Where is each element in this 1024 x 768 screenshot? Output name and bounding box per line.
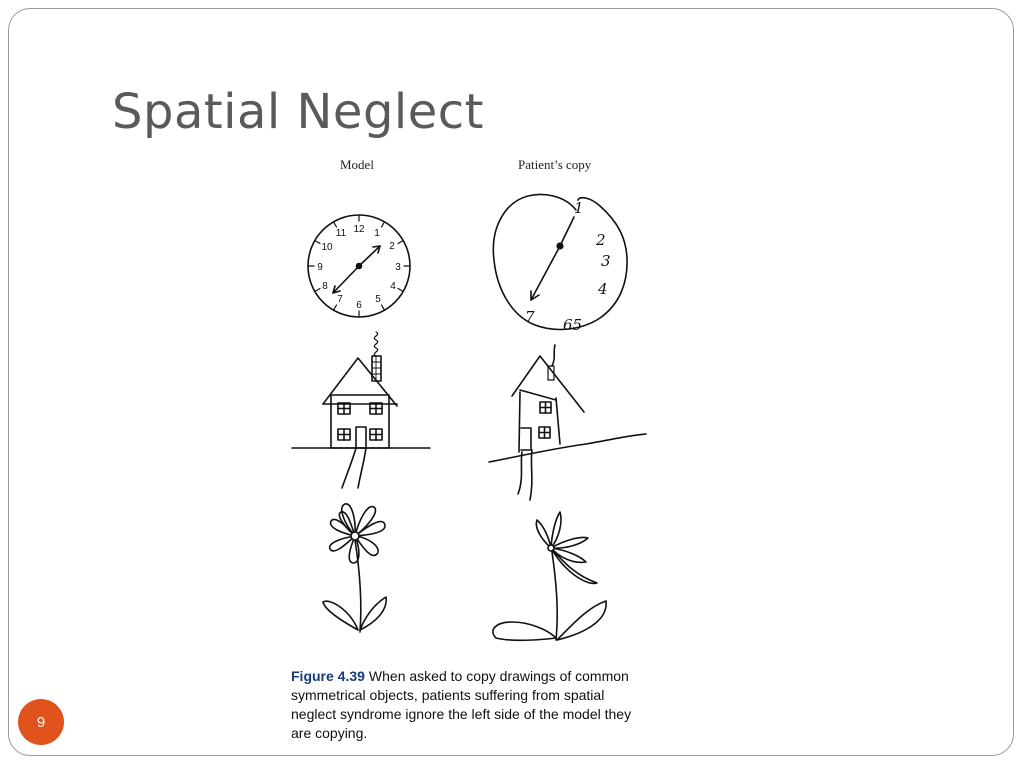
- model-clock-number: 8: [322, 281, 328, 292]
- model-clock-number: 1: [374, 228, 380, 239]
- model-house-smoke: [374, 332, 377, 356]
- model-clock-minute-hand: [333, 266, 359, 293]
- copy-house-smoke: [552, 345, 555, 366]
- copy-house-wall: [519, 392, 560, 452]
- model-clock-number: 5: [375, 294, 381, 305]
- model-label: Model: [340, 157, 374, 172]
- model-house-window: [338, 429, 350, 440]
- copy-clock-hour-hand: [560, 217, 574, 246]
- figure-caption-text: When asked to copy drawings of common symmetrical objects, patients suffering from spatial neglect syndrome ignore the left side of the model they are copying.: [291, 668, 632, 741]
- copy-ground: [489, 434, 646, 462]
- model-house-roof: [323, 358, 397, 406]
- copy-clock-minute-hand: [531, 246, 560, 300]
- copy-house: [489, 345, 646, 500]
- model-clock-number: 2: [389, 241, 395, 252]
- page-number-badge: 9: [18, 699, 64, 745]
- model-clock: [308, 215, 410, 317]
- copy-flower-center: [548, 545, 554, 551]
- copy-clock-number: 7: [525, 308, 535, 326]
- model-house-door: [356, 427, 366, 448]
- copy-clock-center: [557, 243, 563, 249]
- model-clock-hour-hand: [359, 246, 380, 266]
- model-flower: [323, 504, 386, 632]
- slide-title: Spatial Neglect: [112, 84, 484, 140]
- model-clock-number: 4: [390, 281, 396, 292]
- model-flower-leaf: [323, 601, 358, 630]
- figure-caption: [291, 667, 651, 743]
- model-clock-number: 7: [337, 294, 343, 305]
- copy-house-window: [540, 402, 551, 413]
- model-flower-leaf: [360, 597, 386, 630]
- model-clock-number: 10: [321, 242, 333, 253]
- copy-clock-number: 3: [601, 252, 611, 270]
- model-clock-number: 9: [317, 262, 323, 273]
- copy-flower-leaf: [493, 622, 556, 640]
- copy-clock-number: 65: [563, 316, 583, 334]
- model-clock-center: [357, 264, 362, 269]
- copy-path: [518, 450, 532, 500]
- copy-flower: [493, 512, 606, 640]
- copy-flower-stem: [552, 552, 557, 640]
- copy-flower-leaf: [557, 601, 606, 640]
- copy-clock: [493, 195, 627, 334]
- model-path: [342, 448, 366, 488]
- model-clock-number: 12: [353, 224, 365, 235]
- model-flower-stem: [355, 540, 361, 632]
- copy-flower-petals: [536, 512, 597, 583]
- copy-clock-number: 4: [598, 280, 608, 298]
- copy-house-door: [521, 428, 531, 450]
- copy-house-window: [539, 427, 550, 438]
- model-flower-center: [351, 532, 359, 540]
- model-house-window: [370, 429, 382, 440]
- model-clock-number: 11: [335, 228, 347, 239]
- copy-label: Patient’s copy: [518, 157, 592, 172]
- copy-clock-number: 1: [574, 199, 584, 217]
- figure-caption-label: Figure 4.39: [291, 668, 365, 684]
- model-house: [292, 332, 430, 488]
- copy-house-roof: [512, 356, 584, 412]
- model-clock-number: 6: [356, 300, 362, 311]
- model-clock-number: 3: [395, 262, 401, 273]
- copy-clock-number: 2: [596, 231, 606, 249]
